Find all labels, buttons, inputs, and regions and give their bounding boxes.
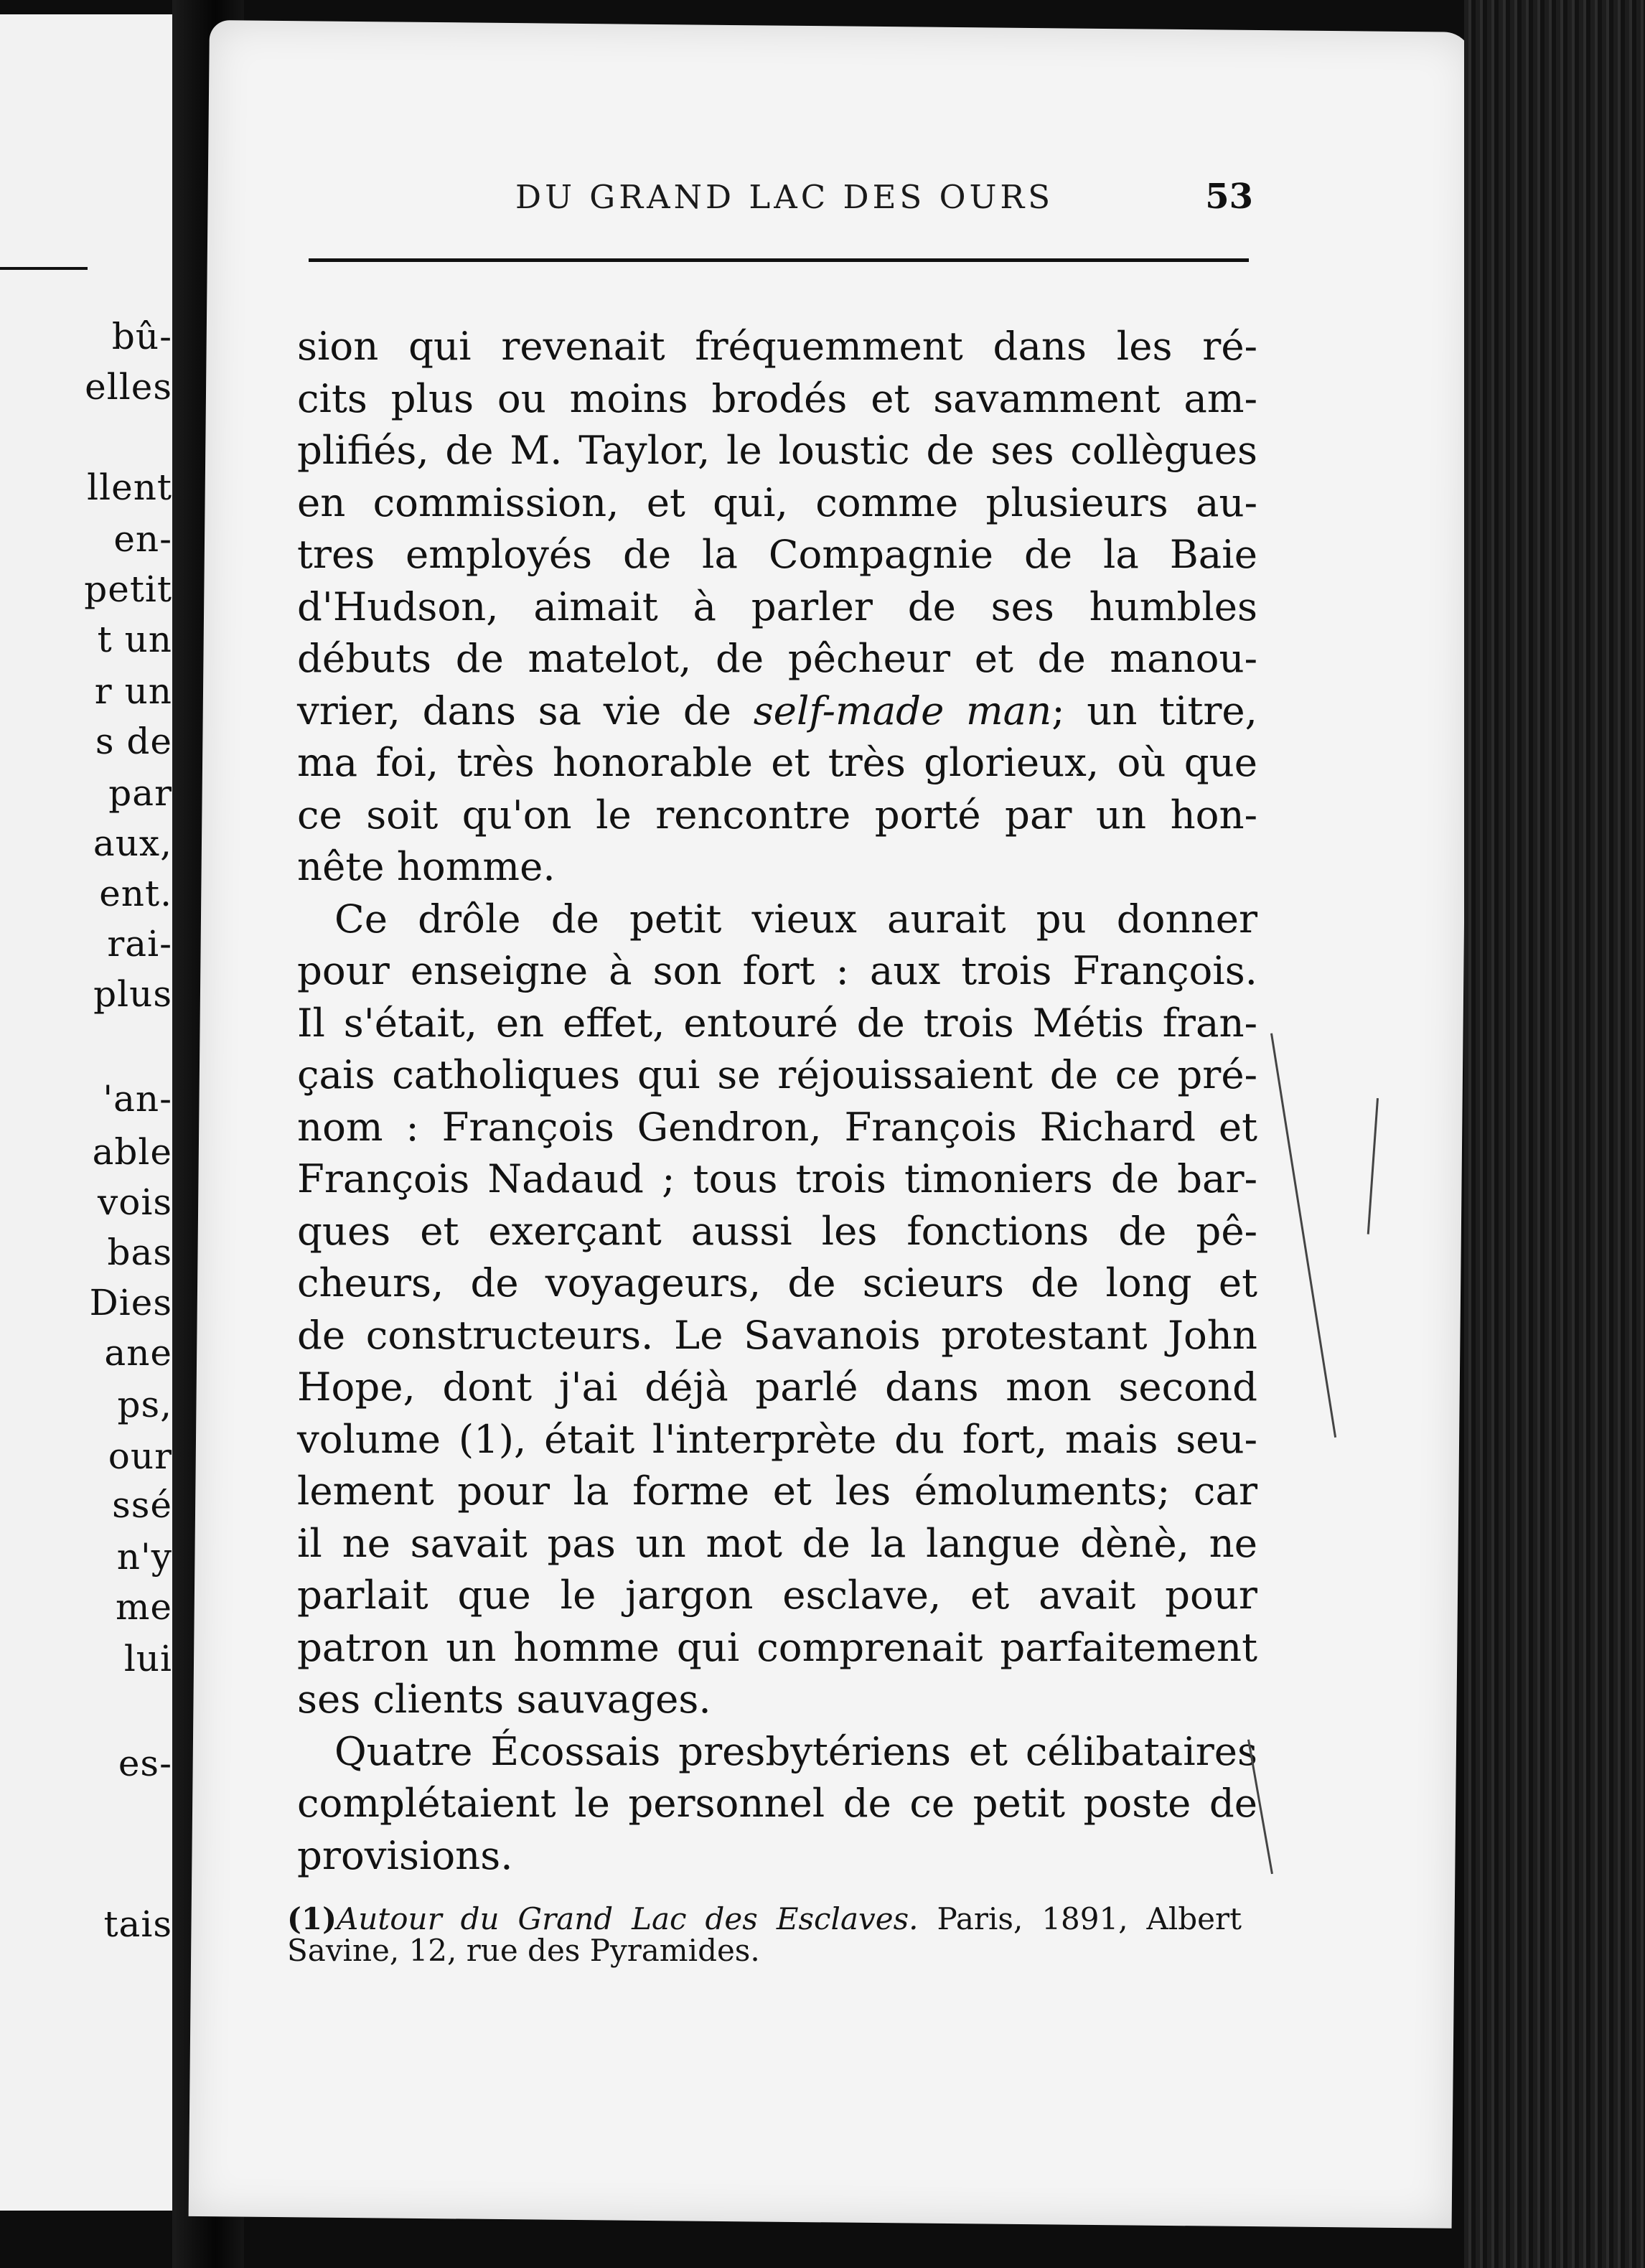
text-line: François Nadaud ; tous trois timoniers de bar- xyxy=(297,1156,1257,1201)
previous-page-line: me xyxy=(115,1586,172,1628)
footnote-mark: (1) xyxy=(287,1901,337,1936)
previous-page-line: tais xyxy=(103,1903,172,1945)
previous-page-line: s de xyxy=(95,721,172,762)
italic-phrase: self-made man xyxy=(753,687,1052,734)
previous-page-line: n'y xyxy=(116,1536,172,1578)
previous-page-line: Dies xyxy=(89,1282,172,1323)
text-line: ce soit qu'on le rencontre porté par un hon- xyxy=(297,791,1257,838)
paragraph-1 xyxy=(297,320,1257,893)
text-line: pour enseigne à son fort : aux trois François. xyxy=(297,947,1257,993)
previous-page-line: ent. xyxy=(99,873,172,914)
text-line: plifiés, de M. Taylor, le loustic de ses collègues xyxy=(297,427,1257,473)
text-line: Ce drôle de petit vieux aurait pu donner xyxy=(334,895,1257,942)
previous-page-line: par xyxy=(108,772,172,814)
previous-page-line: lui xyxy=(123,1638,172,1679)
previous-page-line: bû- xyxy=(111,316,172,357)
footnote-line: Savine, 12, rue des Pyramides. xyxy=(287,1933,760,1968)
text-line: sion qui revenait fréquemment dans les ré- xyxy=(297,323,1257,369)
text-line: ques et exerçant aussi les fonctions de pê- xyxy=(297,1207,1257,1254)
previous-page-line: rai- xyxy=(107,923,172,965)
text-line: en commission, et qui, comme plusieurs au- xyxy=(297,479,1257,525)
text-line: nom : François Gendron, François Richard et xyxy=(297,1103,1257,1150)
previous-page-rule xyxy=(0,267,88,270)
text-line: nête homme. xyxy=(297,843,556,889)
previous-page-line: llent xyxy=(87,467,172,508)
text-line: volume (1), était l'interprète du fort, mais seu- xyxy=(297,1415,1257,1462)
text-run: vrier, dans sa vie de xyxy=(297,687,754,734)
previous-page-line: aux, xyxy=(93,823,172,864)
text-line xyxy=(297,685,1257,737)
text-line: ses clients sauvages. xyxy=(297,1676,711,1722)
body-text xyxy=(297,320,1257,1881)
previous-page-line: en- xyxy=(113,518,172,560)
text-line: cits plus ou moins brodés et savamment am- xyxy=(297,375,1257,421)
text-line: ma foi, très honorable et très glorieux, où que xyxy=(297,739,1257,785)
text-line: lement pour la forme et les émoluments; car xyxy=(297,1468,1257,1514)
text-line: çais catholiques qui se réjouissaient de ce pré- xyxy=(297,1051,1257,1097)
previous-page-line: able xyxy=(92,1131,172,1173)
previous-page-line: ssé xyxy=(112,1484,172,1526)
text-line: patron un homme qui comprenait parfaitement xyxy=(297,1623,1257,1670)
previous-page-line: our xyxy=(108,1435,172,1477)
text-line: parlait que le jargon esclave, et avait pour xyxy=(297,1572,1257,1618)
header-rule xyxy=(309,258,1249,262)
book-edge xyxy=(1464,0,1645,2268)
paragraph-3 xyxy=(297,1725,1257,1882)
text-line: tres employés de la Compagnie de la Baie xyxy=(297,531,1257,577)
text-run: ; un titre, xyxy=(1051,687,1257,734)
footnote xyxy=(287,1903,1242,1967)
previous-page-fragment xyxy=(0,14,177,2211)
text-line: Il s'était, en effet, entouré de trois Métis fran- xyxy=(297,999,1257,1046)
footnote-text: Paris, 1891, Albert xyxy=(918,1901,1242,1936)
text-line: Hope, dont j'ai déjà parlé dans mon second xyxy=(297,1364,1257,1410)
text-line: de constructeurs. Le Savanois protestant John xyxy=(297,1311,1257,1358)
previous-page-line: elles xyxy=(85,366,172,408)
previous-page-line: petit xyxy=(84,568,172,610)
paragraph-2 xyxy=(297,893,1257,1725)
previous-page-line: es- xyxy=(118,1743,172,1784)
running-head xyxy=(307,177,1255,217)
text-line: provisions. xyxy=(297,1832,513,1878)
footnote-title: Autour du Grand Lac des Esclaves. xyxy=(336,1901,919,1936)
previous-page-line: t un xyxy=(97,619,172,660)
previous-page-line: 'an- xyxy=(103,1078,172,1120)
previous-page-line: ps, xyxy=(117,1384,172,1425)
previous-page-line: bas xyxy=(107,1232,172,1273)
previous-page-line: plus xyxy=(93,973,172,1015)
previous-page-line: vois xyxy=(98,1181,172,1223)
footnote-line xyxy=(287,1903,1242,1935)
text-line: d'Hudson, aimait à parler de ses humbles xyxy=(297,583,1257,629)
text-line: complétaient le personnel de ce petit poste de xyxy=(297,1780,1257,1826)
text-line: Quatre Écossais presbytériens et célibataires xyxy=(334,1728,1257,1774)
previous-page-line: r un xyxy=(94,670,172,712)
page-number: 53 xyxy=(1205,177,1253,217)
previous-page-line: ane xyxy=(104,1332,172,1374)
text-line: débuts de matelot, de pêcheur et de manou- xyxy=(297,635,1257,681)
text-line: cheurs, de voyageurs, de scieurs de long et xyxy=(297,1260,1257,1306)
text-line: il ne savait pas un mot de la langue dènè, ne xyxy=(297,1519,1257,1566)
running-title: DU GRAND LAC DES OURS xyxy=(515,178,1054,216)
